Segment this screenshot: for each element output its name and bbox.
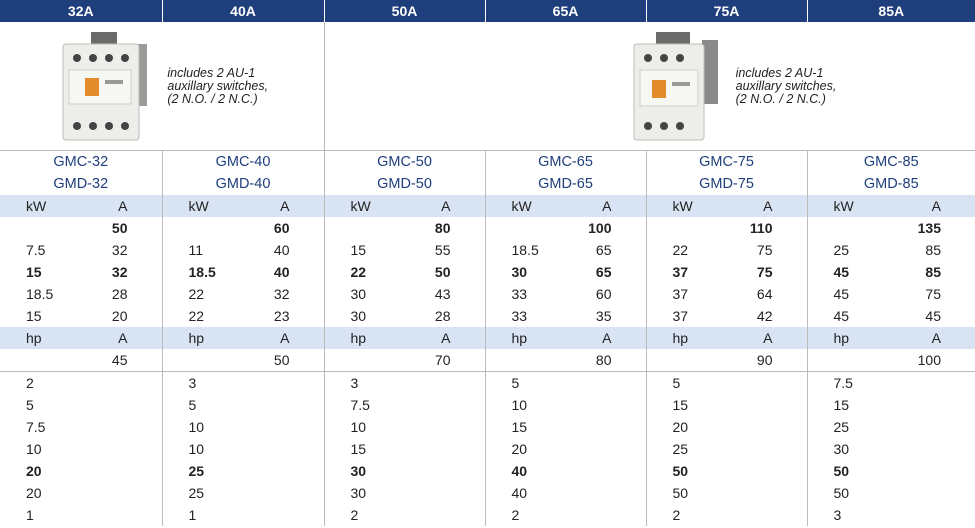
table-cell: 43 bbox=[434, 286, 451, 302]
table-cell: 10 bbox=[162, 416, 246, 438]
table-cell: 60 bbox=[595, 286, 612, 302]
table-cell: 30 bbox=[324, 482, 408, 504]
table-cell: 2 bbox=[0, 372, 84, 395]
table-cell bbox=[246, 394, 324, 416]
table-cell bbox=[0, 349, 84, 372]
table-cell: 40 bbox=[273, 264, 290, 280]
table-cell bbox=[246, 372, 324, 395]
hp-unit-row bbox=[0, 327, 975, 349]
table-cell bbox=[569, 504, 646, 526]
gmd-model-row bbox=[0, 173, 975, 195]
gmd-model: GMD-85 bbox=[807, 173, 975, 195]
table-cell bbox=[646, 217, 730, 239]
unit-label: hp bbox=[807, 327, 891, 349]
gmd-model: GMD-40 bbox=[162, 173, 324, 195]
table-cell bbox=[408, 394, 485, 416]
header-75a: 75A bbox=[646, 0, 807, 22]
gmc-model: GMC-32 bbox=[0, 151, 162, 174]
gmc-model: GMC-40 bbox=[162, 151, 324, 174]
table-cell: 70 bbox=[434, 352, 451, 368]
table-cell bbox=[807, 349, 891, 372]
table-cell: 90 bbox=[756, 352, 773, 368]
table-cell: 3 bbox=[807, 504, 891, 526]
table-cell: 15 bbox=[26, 308, 42, 324]
table-cell bbox=[891, 482, 975, 504]
table-cell: 1 bbox=[26, 507, 34, 523]
table-cell: 50 bbox=[111, 220, 128, 236]
table-cell: 15 bbox=[807, 394, 891, 416]
table-cell: 55 bbox=[434, 242, 451, 258]
unit-label: kW bbox=[162, 195, 246, 217]
table-cell bbox=[324, 349, 408, 372]
table-cell: 75 bbox=[756, 242, 773, 258]
table-cell: 135 bbox=[917, 220, 941, 236]
table-cell bbox=[891, 438, 975, 460]
table-cell: 22 bbox=[324, 261, 408, 283]
table-cell bbox=[730, 394, 807, 416]
table-cell: 18.5 bbox=[162, 261, 246, 283]
table-cell bbox=[569, 372, 646, 395]
unit-label: A bbox=[408, 327, 485, 349]
table-cell bbox=[162, 349, 246, 372]
table-cell bbox=[84, 504, 162, 526]
header-85a: 85A bbox=[807, 0, 975, 22]
hp-row bbox=[0, 372, 975, 395]
table-cell bbox=[408, 416, 485, 438]
table-cell: 50 bbox=[646, 482, 730, 504]
table-cell: 33 bbox=[485, 283, 569, 305]
unit-label: A bbox=[84, 327, 162, 349]
table-cell: 75 bbox=[756, 264, 773, 280]
gmc-model-row bbox=[0, 151, 975, 174]
table-cell: 20 bbox=[485, 438, 569, 460]
table-cell bbox=[569, 460, 646, 482]
table-cell: 2 bbox=[485, 504, 569, 526]
unit-label: hp bbox=[646, 327, 730, 349]
table-cell bbox=[84, 438, 162, 460]
table-cell bbox=[569, 482, 646, 504]
table-cell: 50 bbox=[273, 352, 290, 368]
table-cell bbox=[891, 372, 975, 395]
table-cell: 15 bbox=[485, 416, 569, 438]
table-cell: 110 bbox=[749, 220, 773, 236]
table-cell: 37 bbox=[646, 261, 730, 283]
aux-switch-note-right: includes 2 AU-1 auxillary switches, (2 N.O. / 2 N.C.) bbox=[735, 65, 837, 106]
kw-row bbox=[0, 283, 975, 305]
table-cell bbox=[246, 438, 324, 460]
hp-row bbox=[0, 460, 975, 482]
table-cell: 50 bbox=[434, 264, 451, 280]
unit-label: A bbox=[246, 195, 324, 217]
table-cell: 100 bbox=[588, 220, 612, 236]
table-cell: 7.5 bbox=[26, 242, 46, 258]
contactor-small-image bbox=[55, 30, 155, 142]
table-cell bbox=[162, 217, 246, 239]
table-cell bbox=[246, 460, 324, 482]
gmd-model: GMD-75 bbox=[646, 173, 807, 195]
table-cell bbox=[730, 416, 807, 438]
table-cell bbox=[730, 372, 807, 395]
table-cell: 25 bbox=[646, 438, 730, 460]
hp-row bbox=[0, 394, 975, 416]
product-cell-small bbox=[0, 22, 324, 151]
kw-row bbox=[0, 261, 975, 283]
table-cell bbox=[569, 416, 646, 438]
table-cell: 30 bbox=[807, 438, 891, 460]
table-cell bbox=[730, 438, 807, 460]
table-cell bbox=[84, 416, 162, 438]
table-cell: 20 bbox=[646, 416, 730, 438]
table-cell: 18.5 bbox=[26, 286, 54, 302]
table-cell: 25 bbox=[162, 460, 246, 482]
unit-label: A bbox=[730, 327, 807, 349]
table-cell bbox=[569, 394, 646, 416]
table-cell bbox=[730, 504, 807, 526]
table-cell bbox=[807, 217, 891, 239]
table-cell bbox=[485, 217, 569, 239]
table-cell: 10 bbox=[324, 416, 408, 438]
table-cell: 37 bbox=[646, 305, 730, 327]
table-cell bbox=[891, 504, 975, 526]
table-cell bbox=[891, 460, 975, 482]
table-cell: 2 bbox=[324, 504, 408, 526]
table-cell bbox=[324, 217, 408, 239]
table-cell bbox=[84, 482, 162, 504]
product-cell-empty bbox=[324, 22, 485, 151]
table-cell: 30 bbox=[485, 261, 569, 283]
table-cell: 22 bbox=[646, 239, 730, 261]
table-cell: 35 bbox=[595, 308, 612, 324]
gmc-model: GMC-50 bbox=[324, 151, 485, 174]
table-cell: 30 bbox=[324, 305, 408, 327]
table-cell: 32 bbox=[273, 286, 290, 302]
gmd-model: GMD-32 bbox=[53, 176, 109, 192]
unit-label: kW bbox=[324, 195, 408, 217]
table-cell: 22 bbox=[162, 283, 246, 305]
hp-row bbox=[0, 349, 975, 372]
header-40a: 40A bbox=[162, 0, 324, 22]
amp-header-row bbox=[0, 0, 975, 22]
table-cell bbox=[408, 504, 485, 526]
table-cell: 33 bbox=[485, 305, 569, 327]
table-cell: 64 bbox=[756, 286, 773, 302]
table-cell: 5 bbox=[646, 372, 730, 395]
header-65a: 65A bbox=[485, 0, 646, 22]
table-cell: 7.5 bbox=[26, 419, 46, 435]
table-cell: 50 bbox=[807, 482, 891, 504]
table-cell: 85 bbox=[925, 264, 941, 280]
table-cell: 15 bbox=[26, 264, 42, 280]
gmc-model: GMC-65 bbox=[485, 151, 646, 174]
unit-label: hp bbox=[324, 327, 408, 349]
product-image-row bbox=[0, 22, 975, 151]
table-cell: 50 bbox=[646, 460, 730, 482]
table-cell: 22 bbox=[162, 305, 246, 327]
table-cell: 7.5 bbox=[807, 372, 891, 395]
table-cell: 18.5 bbox=[485, 239, 569, 261]
table-cell: 15 bbox=[324, 239, 408, 261]
contactor-large-image bbox=[624, 30, 724, 142]
hp-row bbox=[0, 504, 975, 526]
table-cell: 5 bbox=[26, 397, 34, 413]
table-cell bbox=[730, 482, 807, 504]
table-cell bbox=[0, 217, 84, 239]
hp-row bbox=[0, 416, 975, 438]
gmc-model: GMC-75 bbox=[646, 151, 807, 174]
table-cell: 5 bbox=[162, 394, 246, 416]
table-cell: 32 bbox=[111, 242, 128, 258]
table-cell: 40 bbox=[485, 482, 569, 504]
table-cell: 40 bbox=[273, 242, 290, 258]
table-cell: 65 bbox=[595, 242, 612, 258]
table-cell bbox=[646, 349, 730, 372]
table-cell: 65 bbox=[595, 264, 612, 280]
table-cell bbox=[569, 438, 646, 460]
table-cell bbox=[408, 482, 485, 504]
table-cell bbox=[408, 460, 485, 482]
table-cell: 100 bbox=[917, 352, 941, 368]
table-cell: 15 bbox=[646, 394, 730, 416]
unit-label: kW bbox=[646, 195, 730, 217]
kw-unit-row bbox=[0, 195, 975, 217]
unit-label: A bbox=[569, 327, 646, 349]
unit-label: hp bbox=[485, 327, 569, 349]
kw-row bbox=[0, 217, 975, 239]
table-cell: 3 bbox=[324, 372, 408, 395]
unit-label: kW bbox=[807, 195, 891, 217]
gmd-model: GMD-65 bbox=[485, 173, 646, 195]
table-cell: 30 bbox=[324, 283, 408, 305]
unit-label: kW bbox=[485, 195, 569, 217]
unit-label: A bbox=[891, 195, 975, 217]
table-cell: 50 bbox=[807, 460, 891, 482]
kw-row bbox=[0, 305, 975, 327]
table-cell: 30 bbox=[324, 460, 408, 482]
table-cell: 85 bbox=[925, 242, 941, 258]
kw-row bbox=[0, 239, 975, 261]
header-32a: 32A bbox=[0, 0, 162, 22]
unit-label: A bbox=[569, 195, 646, 217]
gmc-model: GMC-85 bbox=[807, 151, 975, 174]
unit-label: A bbox=[891, 327, 975, 349]
table-cell: 10 bbox=[485, 394, 569, 416]
table-cell: 28 bbox=[434, 308, 451, 324]
aux-switch-note-left: includes 2 AU-1 auxillary switches, (2 N.O. / 2 N.C.) bbox=[167, 65, 269, 106]
table-cell: 32 bbox=[111, 264, 128, 280]
table-cell: 25 bbox=[807, 239, 891, 261]
table-cell: 42 bbox=[756, 308, 773, 324]
unit-label: A bbox=[408, 195, 485, 217]
table-cell: 20 bbox=[26, 485, 42, 501]
table-cell bbox=[730, 460, 807, 482]
table-cell: 60 bbox=[273, 220, 290, 236]
table-cell: 45 bbox=[807, 305, 891, 327]
table-cell: 20 bbox=[26, 463, 42, 479]
hp-row bbox=[0, 482, 975, 504]
table-cell bbox=[891, 416, 975, 438]
unit-label: hp bbox=[0, 327, 84, 349]
table-cell: 3 bbox=[162, 372, 246, 395]
gmd-model: GMD-50 bbox=[324, 173, 485, 195]
table-cell: 37 bbox=[646, 283, 730, 305]
table-cell bbox=[246, 504, 324, 526]
unit-label: A bbox=[730, 195, 807, 217]
table-cell bbox=[246, 416, 324, 438]
table-cell: 40 bbox=[485, 460, 569, 482]
table-cell: 23 bbox=[273, 308, 290, 324]
table-cell bbox=[485, 349, 569, 372]
table-cell: 45 bbox=[925, 308, 941, 324]
hp-row bbox=[0, 438, 975, 460]
table-cell: 2 bbox=[646, 504, 730, 526]
table-cell: 45 bbox=[807, 283, 891, 305]
table-cell: 80 bbox=[434, 220, 451, 236]
table-cell: 28 bbox=[111, 286, 128, 302]
table-cell: 75 bbox=[925, 286, 941, 302]
unit-label: A bbox=[246, 327, 324, 349]
table-cell bbox=[84, 372, 162, 395]
header-50a: 50A bbox=[324, 0, 485, 22]
table-cell: 10 bbox=[162, 438, 246, 460]
table-cell bbox=[408, 372, 485, 395]
table-cell: 80 bbox=[595, 352, 612, 368]
table-cell: 45 bbox=[807, 261, 891, 283]
table-cell: 25 bbox=[807, 416, 891, 438]
unit-label: kW bbox=[0, 195, 84, 217]
table-cell: 45 bbox=[111, 352, 128, 368]
table-cell: 1 bbox=[162, 504, 246, 526]
table-cell bbox=[891, 394, 975, 416]
table-cell: 20 bbox=[111, 308, 128, 324]
table-cell: 5 bbox=[485, 372, 569, 395]
table-cell: 15 bbox=[324, 438, 408, 460]
table-cell bbox=[84, 394, 162, 416]
table-cell bbox=[84, 460, 162, 482]
table-cell: 25 bbox=[162, 482, 246, 504]
table-cell: 10 bbox=[26, 441, 42, 457]
unit-label: A bbox=[84, 195, 162, 217]
table-cell bbox=[246, 482, 324, 504]
table-cell: 11 bbox=[162, 239, 246, 261]
table-cell: 7.5 bbox=[324, 394, 408, 416]
unit-label: hp bbox=[162, 327, 246, 349]
table-cell bbox=[408, 438, 485, 460]
product-cell-large bbox=[485, 22, 975, 151]
